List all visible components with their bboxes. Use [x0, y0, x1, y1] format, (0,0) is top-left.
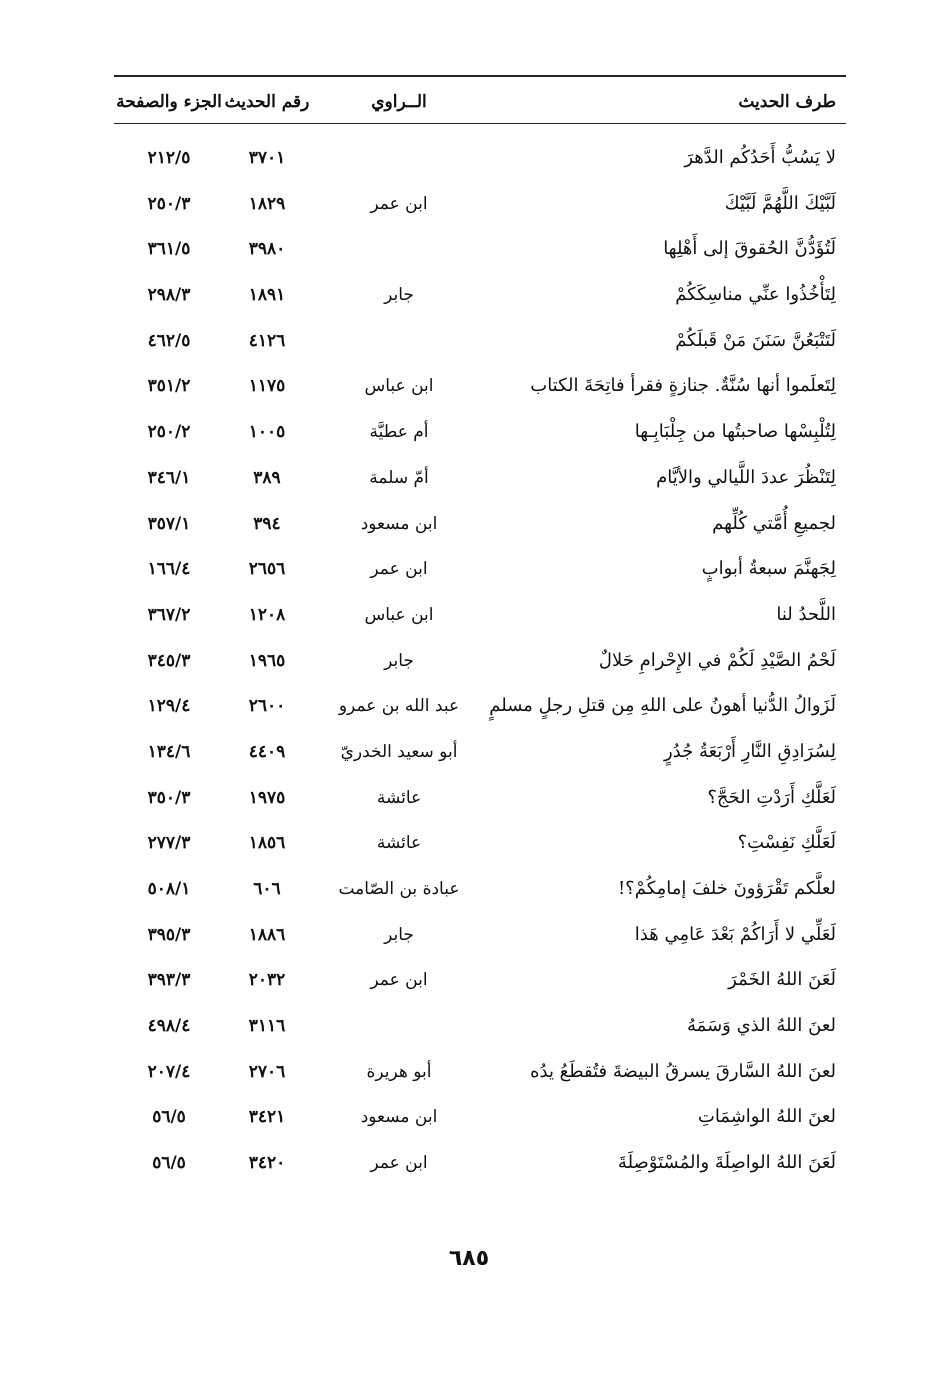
table-row	[114, 729, 846, 775]
volume-page: ٢٥٠/٣	[147, 193, 191, 214]
narrator: أبو هريرة	[366, 1061, 432, 1082]
volume-page: ٣٤٥/٣	[147, 650, 191, 671]
hadith-number: ٤٤٠٩	[248, 741, 286, 762]
volume-page: ٣٩٥/٣	[147, 924, 191, 945]
top-rule	[114, 75, 846, 77]
volume-page: ٢٩٨/٣	[147, 285, 191, 306]
hadith-text: لَعَنَ اللهُ الخَمْرَ	[728, 969, 836, 991]
volume-page: ١٢٩/٤	[147, 696, 191, 717]
table-row	[114, 409, 846, 455]
hadith-number: ٣٧٠١	[248, 148, 286, 168]
hadith-number: ٢٧٠٦	[248, 1061, 286, 1082]
volume-page: ٣٥١/٢	[147, 376, 191, 397]
table-row	[114, 1003, 846, 1049]
hadith-text: لَعَلَّكِ نَفِسْتِ؟	[737, 832, 836, 854]
table-row	[114, 546, 846, 592]
hadith-number: ٢٠٣٢	[248, 970, 286, 991]
hadith-text: لَتُؤَدُّنَّ الحُقوقَ إلى أَهْلِها	[663, 238, 836, 260]
volume-page: ١٦٦/٤	[147, 559, 191, 580]
hadith-number: ١٨٥٦	[248, 833, 286, 854]
table-row	[114, 866, 846, 912]
table-row	[114, 455, 846, 501]
hadith-number: ٣٨٩	[253, 467, 281, 488]
volume-page: ٢٠٧/٤	[147, 1061, 191, 1082]
header-volume-page: الجزء والصفحة	[116, 92, 222, 112]
narrator: ابن عمر	[370, 559, 428, 580]
hadith-number: ٣٤٢١	[248, 1107, 286, 1128]
hadith-number: ١٩٧٥	[248, 787, 286, 808]
hadith-number: ١٨٢٩	[248, 193, 286, 214]
narrator: أمّ سلمة	[369, 467, 429, 488]
hadith-number: ٢٦٥٦	[248, 559, 286, 580]
volume-page: ٥٦/٥	[152, 1107, 186, 1128]
hadith-number: ٤١٢٦	[248, 330, 286, 351]
narrator: أبو سعيد الخدريّ	[340, 741, 458, 762]
table-row	[114, 683, 846, 729]
table-row	[114, 592, 846, 638]
hadith-text: لعلَّكم تَقْرَؤونَ خلفَ إمامِكُمْ؟!	[617, 878, 836, 899]
hadith-text: اللَّحدُ لنا	[776, 603, 836, 625]
volume-page: ٣٥٠/٣	[147, 787, 191, 808]
hadith-text: لجميعِ أُمَّتي كُلِّهم	[712, 512, 836, 534]
hadith-number: ٣٤٢٠	[248, 1153, 286, 1174]
volume-page: ٥٠٨/١	[147, 879, 191, 899]
hadith-number: ١١٧٥	[248, 376, 286, 397]
table-row	[114, 1140, 846, 1186]
table-row	[114, 272, 846, 318]
hadith-number: ١٨٩١	[248, 285, 286, 306]
hadith-number: ١٩٦٥	[248, 650, 286, 671]
table-header	[114, 85, 846, 119]
volume-page: ٢٧٧/٣	[147, 833, 191, 854]
hadith-number: ١٠٠٥	[248, 422, 286, 443]
header-narrator: الــراوي	[371, 92, 427, 112]
volume-page: ٥٦/٥	[152, 1153, 186, 1174]
hadith-text: لِتُلْبِسْها صاحبتُها من جِلْبَابِـها	[634, 421, 836, 443]
hadith-text: لِسُرَادِقِ النَّارِ أَرْبَعَةُ جُدُرٍ	[663, 740, 836, 762]
table-row	[114, 318, 846, 364]
hadith-number: ١٨٨٦	[248, 924, 286, 945]
table-row	[114, 912, 846, 958]
volume-page: ٤٦٢/٥	[147, 330, 191, 351]
hadith-text: لَعَنَ اللهُ الواصِلَةَ والمُسْتَوْصِلَةَ	[617, 1152, 836, 1174]
hadith-text: لَبَّيْكَ اللَّهُمَّ لَبَّيْكَ	[724, 192, 836, 214]
narrator: ابن مسعود	[360, 1107, 438, 1128]
hadith-text: لعنَ اللهُ السَّارقَ يسرقُ البيضةَ فتُقطَعُ يدُه	[530, 1060, 836, 1082]
volume-page: ٣٦٧/٢	[147, 604, 191, 625]
table-row	[114, 363, 846, 409]
narrator: عبادة بن الصّامت	[338, 879, 460, 899]
hadith-number: ٣٩٨٠	[248, 239, 286, 260]
hadith-text: لا يَسُبُّ أَحَدُكُم الدَّهرَ	[684, 147, 836, 168]
narrator: جابر	[384, 924, 414, 945]
narrator: أم عطيَّة	[369, 422, 429, 443]
table-row	[114, 226, 846, 272]
narrator: ابن عمر	[370, 193, 428, 214]
hadith-text: لعنَ اللهُ الذي وَسَمَهُ	[687, 1015, 836, 1037]
hadith-text: لَتَتْبَعُنَّ سَنَنَ مَنْ قَبلَكُمْ	[675, 329, 836, 351]
volume-page: ٢٥٠/٢	[147, 422, 191, 443]
narrator: ابن عمر	[370, 1153, 428, 1174]
hadith-text: لَعَلِّي لا أَرَاكُمْ بَعْدَ عَامِي هَذا	[634, 923, 836, 945]
hadith-text: لَعَلَّكِ أَرَدْتِ الحَجَّ؟	[707, 786, 836, 808]
volume-page: ٢١٢/٥	[147, 148, 191, 168]
hadith-text: لِتَنْظُرَ عددَ اللَّيالي والأيَّام	[656, 466, 836, 488]
table-row	[114, 501, 846, 547]
header-rule	[114, 123, 846, 124]
table-row	[114, 775, 846, 821]
volume-page: ٣٩٣/٣	[147, 970, 191, 991]
volume-page: ٣٦١/٥	[147, 239, 191, 260]
hadith-number: ٦٠٦	[253, 879, 281, 899]
hadith-text: لِجَهنَّمَ سبعةُ أبوابٍ	[701, 558, 836, 580]
volume-page: ٤٩٨/٤	[147, 1016, 191, 1037]
table-body	[114, 135, 846, 1186]
table-row	[114, 1094, 846, 1140]
hadith-text: لِتَأْخُذُوا عنِّي مناسِكَكُمْ	[675, 284, 836, 306]
header-hadith-number: رقم الحديث	[224, 92, 310, 112]
narrator: جابر	[384, 650, 414, 671]
table-row	[114, 135, 846, 181]
hadith-text: لعنَ اللهُ الواشِمَاتِ	[697, 1106, 836, 1128]
hadith-text: لِتَعلَموا أنها سُنَّةٌ. جنازةٍ فقرأ فاتِحَةَ الكتاب	[530, 375, 836, 397]
volume-page: ٣٥٧/١	[147, 513, 191, 534]
narrator: ابن عباس	[364, 376, 434, 397]
narrator: ابن مسعود	[360, 513, 438, 534]
header-hadith-text: طرف الحديث	[738, 92, 836, 112]
hadith-text: لَزَوالُ الدُّنيا أهونُ على اللهِ مِن قتلِ رجلٍ مسلمٍ	[489, 695, 836, 717]
hadith-number: ٣١١٦	[248, 1016, 286, 1037]
narrator: جابر	[384, 285, 414, 306]
narrator: ابن عباس	[364, 604, 434, 625]
narrator: عبد الله بن عمرو	[338, 696, 460, 717]
narrator: ابن عمر	[370, 970, 428, 991]
narrator: عائشة	[376, 833, 422, 854]
table-row	[114, 957, 846, 1003]
table-row	[114, 638, 846, 684]
table-row	[114, 181, 846, 227]
page-number: ٦٨٥	[448, 1246, 490, 1271]
volume-page: ٣٤٦/١	[147, 467, 191, 488]
table-row	[114, 1049, 846, 1095]
hadith-number: ٢٦٠٠	[248, 696, 286, 717]
volume-page: ١٣٤/٦	[147, 741, 191, 762]
narrator: عائشة	[376, 787, 422, 808]
hadith-text: لَحْمُ الصَّيْدِ لَكُمْ في الإِحْرامِ حَلالٌ	[598, 649, 836, 671]
hadith-number: ١٢٠٨	[248, 604, 286, 625]
table-row	[114, 820, 846, 866]
hadith-number: ٣٩٤	[253, 513, 281, 534]
